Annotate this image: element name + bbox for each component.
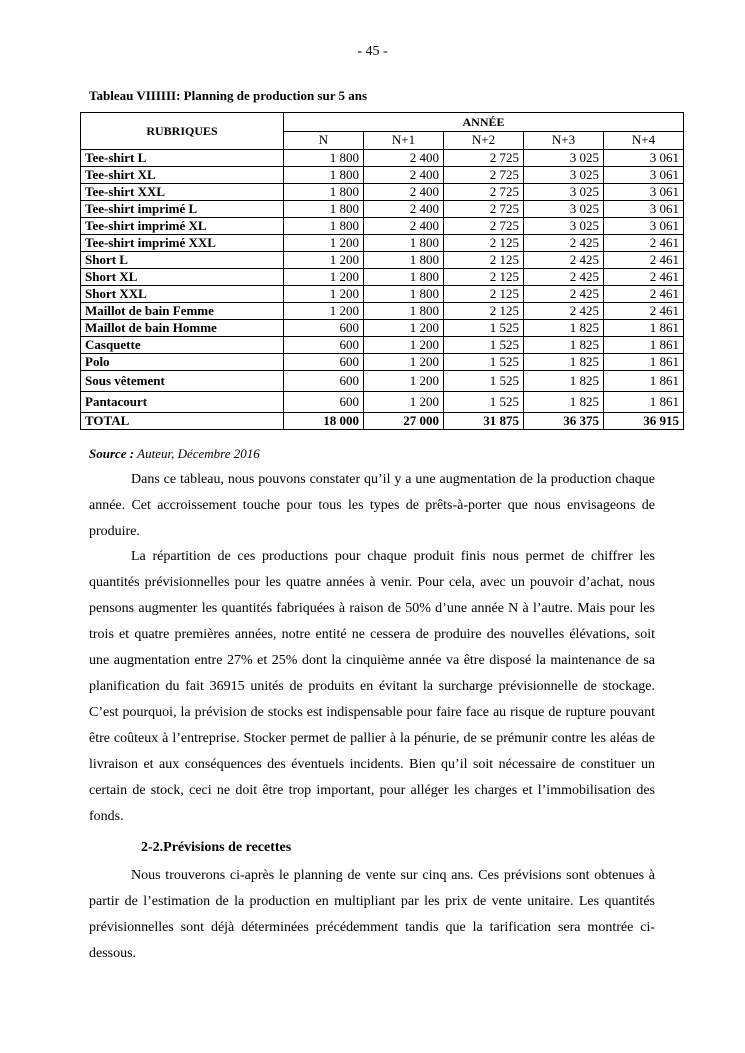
row-value: 1 200 xyxy=(284,286,364,303)
table-row xyxy=(81,303,684,320)
row-value: 2 461 xyxy=(604,252,684,269)
row-value: 2 125 xyxy=(444,286,524,303)
row-value: 1 800 xyxy=(364,235,444,252)
row-value: 600 xyxy=(284,392,364,413)
row-value: 1 200 xyxy=(284,269,364,286)
source-label: Source : xyxy=(89,446,135,461)
row-value: 1 800 xyxy=(364,303,444,320)
table-row xyxy=(81,235,684,252)
row-value: 2 725 xyxy=(444,218,524,235)
year-header: N+4 xyxy=(604,131,684,150)
row-value: 3 061 xyxy=(604,218,684,235)
row-label: Pantacourt xyxy=(81,392,284,413)
row-value: 3 061 xyxy=(604,167,684,184)
row-value: 1 200 xyxy=(364,337,444,354)
paragraph-2 xyxy=(89,544,655,830)
row-label: Short XL xyxy=(81,269,284,286)
year-header: N+1 xyxy=(364,131,444,150)
row-value: 2 461 xyxy=(604,235,684,252)
row-label: Tee-shirt imprimé L xyxy=(81,201,284,218)
row-value: 2 725 xyxy=(444,150,524,167)
paragraph-1-text: Dans ce tableau, nous pouvons constater qu’il y a une augmentation de la production chaque année. Cet accroissement touche pour tous les types de prêts-à-porter que nous envisageons de produire. xyxy=(89,472,655,539)
row-value: 600 xyxy=(284,371,364,392)
row-value: 3 061 xyxy=(604,201,684,218)
row-value: 3 025 xyxy=(524,150,604,167)
row-value: 2 400 xyxy=(364,184,444,201)
row-value: 1 200 xyxy=(284,235,364,252)
paragraph-1 xyxy=(89,467,655,545)
table-row xyxy=(81,354,684,371)
row-value: 2 125 xyxy=(444,252,524,269)
row-value: 1 525 xyxy=(444,337,524,354)
paragraph-3-text: Nous trouverons ci-après le planning de vente sur cinq ans. Ces prévisions sont obtenues à partir de l’estimation de la production en multipliant par les prix de vente unitaire. Les quantités prévisionnelles sont déjà déterminées précédemment tandis que la tarification sera montrée ci-dessous. xyxy=(89,868,655,961)
paragraph-3 xyxy=(89,863,655,967)
row-value: 1 200 xyxy=(364,371,444,392)
row-label: Tee-shirt XL xyxy=(81,167,284,184)
table-row xyxy=(81,392,684,413)
row-value: 1 825 xyxy=(524,371,604,392)
table-row xyxy=(81,167,684,184)
total-value: 27 000 xyxy=(364,413,444,430)
row-value: 1 825 xyxy=(524,354,604,371)
year-header: N xyxy=(284,131,364,150)
row-value: 2 400 xyxy=(364,150,444,167)
table-row xyxy=(81,218,684,235)
row-value: 1 800 xyxy=(284,167,364,184)
year-header: N+2 xyxy=(444,131,524,150)
row-value: 3 025 xyxy=(524,167,604,184)
row-value: 2 725 xyxy=(444,184,524,201)
production-table xyxy=(80,112,684,430)
row-value: 1 861 xyxy=(604,354,684,371)
table-row xyxy=(81,371,684,392)
row-value: 2 425 xyxy=(524,252,604,269)
table-source xyxy=(89,446,260,462)
year-header: N+3 xyxy=(524,131,604,150)
row-value: 2 400 xyxy=(364,218,444,235)
row-value: 2 725 xyxy=(444,167,524,184)
row-value: 2 461 xyxy=(604,269,684,286)
row-value: 2 425 xyxy=(524,286,604,303)
row-value: 1 861 xyxy=(604,371,684,392)
row-value: 1 800 xyxy=(284,150,364,167)
table-row xyxy=(81,337,684,354)
row-value: 3 025 xyxy=(524,218,604,235)
row-value: 600 xyxy=(284,354,364,371)
page-number: - 45 - xyxy=(357,44,388,59)
row-value: 2 125 xyxy=(444,303,524,320)
table-row xyxy=(81,320,684,337)
row-value: 1 525 xyxy=(444,371,524,392)
row-value: 1 200 xyxy=(364,392,444,413)
total-value: 31 875 xyxy=(444,413,524,430)
row-value: 2 461 xyxy=(604,286,684,303)
row-value: 2 425 xyxy=(524,269,604,286)
row-value: 3 061 xyxy=(604,150,684,167)
row-label: Maillot de bain Femme xyxy=(81,303,284,320)
paragraph-2-text: La répartition de ces productions pour chaque produit finis nous permet de chiffrer les quantités prévisionnelles pour les quatre années à venir. Pour cela, avec un pouvoir d’achat, nous pensons augmenter les quantités fabriquées à raison de 50% d’une année N à l’autre. Mais pour les trois et quatre premières années, notre entité ne cessera de produire des nouvelles élévations, soit une augmentation entre 27% et 25% dont la cinquième année va être disposé la maintenance de sa planification du fait 36915 unités de produits en évitant la surcharge prévisionnelle de stockage. C’est pourquoi, la prévision de stocks est indispensable pour faire face au risque de rupture pouvant être coûteux à l’entreprise. Stocker permet de pallier à la pénurie, de se prémunir contre les aléas de livraison et aux conséquences des éventuels incidents. Bien qu’il soit nécessaire de constituer un certain de stock, ceci ne doit être trop important, pour alléger les charges et l’immobilisation des fonds. xyxy=(89,549,655,824)
row-value: 1 200 xyxy=(284,303,364,320)
total-label: TOTAL xyxy=(81,413,284,430)
rubriques-header: RUBRIQUES xyxy=(81,113,284,150)
row-value: 1 200 xyxy=(364,354,444,371)
row-value: 2 125 xyxy=(444,235,524,252)
row-value: 1 525 xyxy=(444,392,524,413)
row-value: 2 400 xyxy=(364,201,444,218)
row-value: 600 xyxy=(284,320,364,337)
row-label: Tee-shirt XXL xyxy=(81,184,284,201)
row-value: 1 200 xyxy=(284,252,364,269)
row-value: 1 525 xyxy=(444,354,524,371)
table-row xyxy=(81,286,684,303)
annee-header: ANNÉE xyxy=(284,113,684,132)
total-value: 18 000 xyxy=(284,413,364,430)
row-value: 1 200 xyxy=(364,320,444,337)
row-label: Tee-shirt L xyxy=(81,150,284,167)
row-value: 2 400 xyxy=(364,167,444,184)
row-label: Maillot de bain Homme xyxy=(81,320,284,337)
row-label: Casquette xyxy=(81,337,284,354)
row-label: Sous vêtement xyxy=(81,371,284,392)
row-value: 1 825 xyxy=(524,337,604,354)
row-value: 1 861 xyxy=(604,337,684,354)
row-value: 1 800 xyxy=(284,184,364,201)
row-value: 1 861 xyxy=(604,320,684,337)
source-text: Auteur, Décembre 2016 xyxy=(137,446,260,461)
row-value: 1 800 xyxy=(284,218,364,235)
row-label: Short XXL xyxy=(81,286,284,303)
row-value: 1 800 xyxy=(364,252,444,269)
row-value: 1 861 xyxy=(604,392,684,413)
row-value: 2 425 xyxy=(524,235,604,252)
row-value: 1 800 xyxy=(364,286,444,303)
section-heading: 2-2.Prévisions de recettes xyxy=(141,840,292,855)
row-value: 600 xyxy=(284,337,364,354)
row-value: 2 425 xyxy=(524,303,604,320)
row-value: 1 800 xyxy=(284,201,364,218)
row-value: 3 025 xyxy=(524,184,604,201)
row-value: 3 025 xyxy=(524,201,604,218)
row-label: Short L xyxy=(81,252,284,269)
row-value: 2 725 xyxy=(444,201,524,218)
row-label: Polo xyxy=(81,354,284,371)
total-value: 36 375 xyxy=(524,413,604,430)
total-row xyxy=(81,413,684,430)
table-title: Tableau VIIIIII: Planning de production sur 5 ans xyxy=(89,88,368,103)
table-row xyxy=(81,252,684,269)
table-row xyxy=(81,184,684,201)
row-label: Tee-shirt imprimé XXL xyxy=(81,235,284,252)
total-value: 36 915 xyxy=(604,413,684,430)
row-value: 2 461 xyxy=(604,303,684,320)
row-value: 1 525 xyxy=(444,320,524,337)
row-value: 1 825 xyxy=(524,392,604,413)
table-row xyxy=(81,150,684,167)
table-row xyxy=(81,201,684,218)
row-label: Tee-shirt imprimé XL xyxy=(81,218,284,235)
table-row xyxy=(81,269,684,286)
row-value: 2 125 xyxy=(444,269,524,286)
row-value: 1 800 xyxy=(364,269,444,286)
row-value: 3 061 xyxy=(604,184,684,201)
row-value: 1 825 xyxy=(524,320,604,337)
